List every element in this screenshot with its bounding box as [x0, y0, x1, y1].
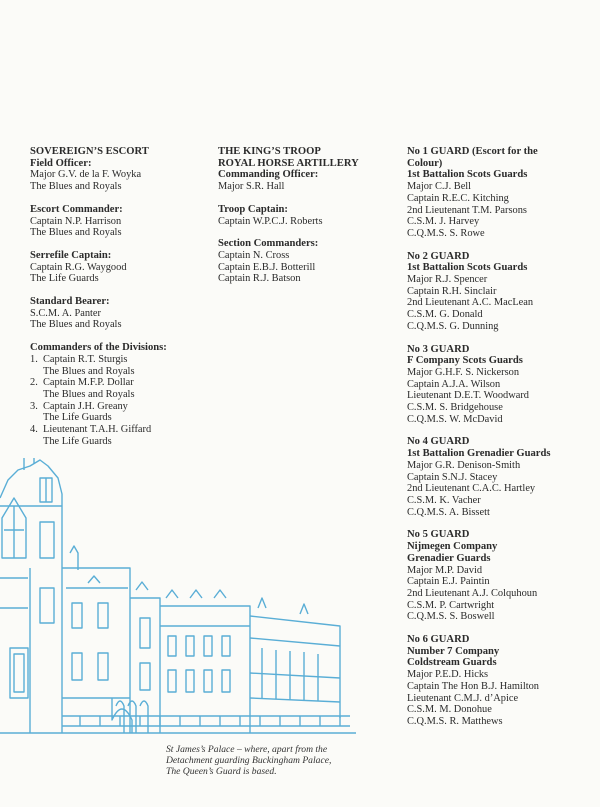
entry-line: Captain R.E.C. Kitching — [407, 192, 509, 204]
section-division-commanders — [30, 342, 210, 447]
section-heading: Serrefile Captain: — [30, 249, 112, 261]
section-guard-1 — [407, 146, 597, 240]
section-heading: Nijmegen Company — [407, 541, 498, 553]
entry-line: C.Q.M.S. A. Bissett — [407, 506, 490, 518]
section-section-commanders — [218, 238, 398, 285]
entry-line: Major G.V. de la F. Woyka — [30, 169, 142, 181]
section-heading: Section Commanders: — [218, 238, 319, 250]
entry-line: Captain The Hon B.J. Hamilton — [407, 680, 539, 692]
section-heading: F Company Scots Guards — [407, 355, 523, 367]
entry-line: C.Q.M.S. G. Dunning — [407, 320, 499, 332]
division-item — [30, 401, 210, 424]
section-heading: SOVEREIGN’S ESCORT — [30, 146, 149, 157]
section-heading: No 3 GUARD — [407, 343, 470, 355]
entry-line: The Blues and Royals — [30, 227, 122, 239]
section-heading: ROYAL HORSE ARTILLERY — [218, 157, 359, 169]
section-heading: Number 7 Company — [407, 645, 500, 657]
section-heading: No 5 GUARD — [407, 529, 470, 541]
division-commander: Captain R.T. Sturgis — [43, 353, 128, 365]
entry-line: C.Q.M.S. S. Rowe — [407, 227, 485, 239]
entry-line: Lieutenant C.M.J. d’Apice — [407, 692, 519, 704]
section-heading: Coldstream Guards — [407, 657, 497, 669]
entry-line: C.S.M. S. Bridgehouse — [407, 402, 503, 414]
division-regiment: The Life Guards — [43, 412, 112, 424]
caption-line: The Queen’s Guard is based. — [166, 766, 277, 777]
entry-line: Captain S.N.J. Stacey — [407, 471, 498, 483]
section-sovereigns-escort — [30, 146, 210, 193]
section-heading: Colour) — [407, 157, 443, 169]
entry-line: 2nd Lieutenant C.A.C. Hartley — [407, 483, 536, 495]
entry-line: Lieutenant D.E.T. Woodward — [407, 390, 529, 402]
entry-line: Captain R.H. Sinclair — [407, 285, 497, 297]
division-number: 4. — [30, 424, 38, 436]
entry-line: Captain R.G. Waygood — [30, 261, 127, 273]
caption-line: Detachment guarding Buckingham Palace, — [166, 755, 332, 766]
section-guard-4 — [407, 436, 597, 518]
section-troop-captain — [218, 204, 398, 227]
division-regiment: The Blues and Royals — [43, 365, 135, 377]
entry-line: The Life Guards — [30, 273, 99, 285]
section-heading: Field Officer: — [30, 157, 92, 169]
entry-line: Captain N. Cross — [218, 249, 290, 261]
division-number: 1. — [30, 353, 38, 365]
section-heading: Troop Captain: — [218, 203, 288, 215]
section-guard-3 — [407, 344, 597, 426]
entry-line: 2nd Lieutenant A.C. MacLean — [407, 297, 534, 309]
section-escort-commander — [30, 204, 210, 239]
entry-line: C.Q.M.S. W. McDavid — [407, 413, 503, 425]
section-heading: No 6 GUARD — [407, 634, 470, 646]
section-guard-5 — [407, 529, 597, 623]
entry-line: Captain E.J. Paintin — [407, 576, 490, 588]
section-heading: Standard Bearer: — [30, 296, 110, 308]
entry-line: Major C.J. Bell — [407, 181, 472, 193]
entry-line: Major P.E.D. Hicks — [407, 669, 489, 681]
entry-line: C.Q.M.S. S. Boswell — [407, 611, 495, 623]
section-guard-6 — [407, 634, 597, 728]
entry-line: S.C.M. A. Panter — [30, 307, 102, 319]
division-number: 3. — [30, 400, 38, 412]
entry-line: 2nd Lieutenant A.J. Colquhoun — [407, 587, 538, 599]
entry-line: C.S.M. K. Vacher — [407, 494, 481, 506]
column-right — [407, 146, 597, 739]
palace-wing — [62, 546, 160, 733]
section-serrefile-captain — [30, 250, 210, 285]
entry-line: The Blues and Royals — [30, 319, 122, 331]
division-number: 2. — [30, 377, 38, 389]
section-heading: 1st Battalion Scots Guards — [407, 169, 528, 181]
entry-line: C.Q.M.S. R. Matthews — [407, 715, 503, 727]
section-heading: THE KING’S TROOP — [218, 146, 321, 157]
entry-line: Captain E.B.J. Botterill — [218, 261, 316, 273]
entry-line: Captain W.P.C.J. Roberts — [218, 215, 323, 227]
section-heading: No 1 GUARD (Escort for the — [407, 146, 538, 157]
section-kings-troop — [218, 146, 398, 193]
division-item — [30, 377, 210, 400]
entry-line: Major S.R. Hall — [218, 181, 285, 193]
entry-line: Major M.P. David — [407, 564, 483, 576]
entry-line: Major R.J. Spencer — [407, 274, 488, 286]
entry-line: C.S.M. J. Harvey — [407, 216, 480, 228]
division-regiment: The Life Guards — [43, 435, 112, 447]
entry-line: 2nd Lieutenant T.M. Parsons — [407, 204, 527, 216]
section-standard-bearer — [30, 296, 210, 331]
illustration-caption — [166, 744, 366, 777]
caption-line: St James’s Palace – where, apart from the — [166, 744, 328, 755]
entry-line: Major G.R. Denison-Smith — [407, 459, 521, 471]
section-heading: No 2 GUARD — [407, 250, 470, 262]
entry-line: C.S.M. M. Donohue — [407, 704, 492, 716]
section-heading: Escort Commander: — [30, 203, 123, 215]
entry-line: Captain R.J. Batson — [218, 273, 301, 285]
section-guard-2 — [407, 251, 597, 333]
section-heading: Commanding Officer: — [218, 169, 319, 181]
palace-main-range — [160, 590, 340, 733]
division-commander: Captain J.H. Greany — [43, 400, 128, 412]
division-regiment: The Blues and Royals — [43, 388, 135, 400]
entry-line: Captain A.J.A. Wilson — [407, 378, 501, 390]
division-item — [30, 354, 210, 377]
section-heading: Commanders of the Divisions: — [30, 342, 167, 354]
section-heading: 1st Battalion Scots Guards — [407, 262, 528, 274]
entry-line: Major G.H.F. S. Nickerson — [407, 366, 520, 378]
entry-line: C.S.M. G. Donald — [407, 309, 483, 321]
column-left — [30, 146, 210, 458]
division-commander: Lieutenant T.A.H. Giffard — [43, 424, 152, 436]
entry-line: The Blues and Royals — [30, 181, 122, 193]
entry-line: C.S.M. P. Cartwright — [407, 599, 495, 611]
railing-and-guards — [0, 701, 356, 733]
st-james-palace-illustration — [0, 458, 356, 748]
section-heading: No 4 GUARD — [407, 436, 470, 448]
entry-line: Captain N.P. Harrison — [30, 215, 122, 227]
column-middle — [218, 146, 398, 296]
section-heading: Grenadier Guards — [407, 552, 491, 564]
gatehouse-tower — [0, 458, 62, 733]
section-heading: 1st Battalion Grenadier Guards — [407, 448, 551, 460]
division-item — [30, 424, 210, 447]
division-commander: Captain M.F.P. Dollar — [43, 377, 134, 389]
